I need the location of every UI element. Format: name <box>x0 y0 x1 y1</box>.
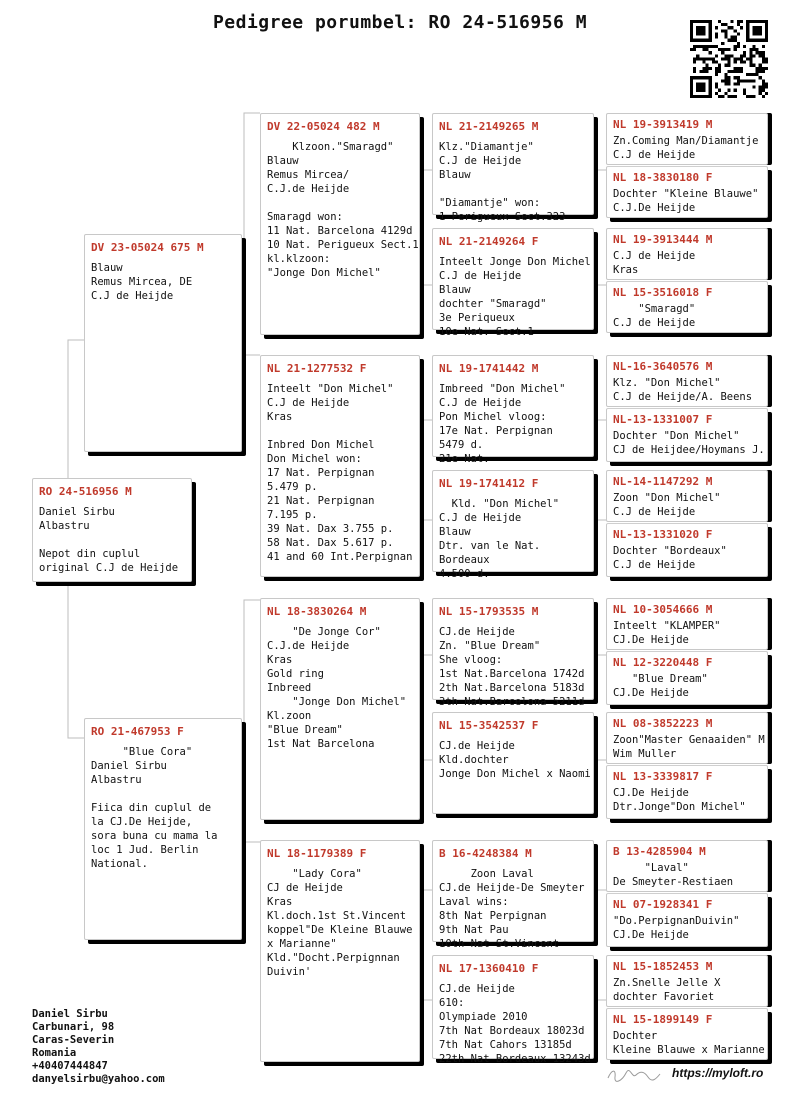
great-grandparent-card[interactable] <box>432 840 594 950</box>
pigeon-info: Daniel Sirbu Albastru Nepot din cuplul original C.J de Heijde <box>39 506 179 574</box>
ring-number: NL 19-1741412 F <box>439 477 539 490</box>
ancestor-box[interactable] <box>606 228 768 280</box>
great-grandparent-card[interactable] <box>432 113 594 223</box>
ring-number: NL 19-1741442 M <box>439 362 539 375</box>
ancestor-box[interactable] <box>606 408 768 462</box>
ancestor-box[interactable] <box>606 281 768 333</box>
ancestor-box[interactable] <box>606 955 768 1007</box>
ring-number: RO 21-467953 F <box>91 725 184 738</box>
pigeon-info: Dochter "Kleine Blauwe" C.J.De Heijde <box>613 188 759 214</box>
pigeon-info: Blauw Remus Mircea, DE C.J de Heijde <box>91 262 193 302</box>
great-grandparent-card[interactable] <box>432 355 594 465</box>
ring-number: NL 15-1852453 M <box>613 960 713 973</box>
ring-number: NL 18-1179389 F <box>267 847 367 860</box>
ring-number: NL 12-3220448 F <box>613 656 713 669</box>
pigeon-info: Zn.Snelle Jelle X dochter Favoriet <box>613 977 721 1003</box>
ring-number: NL-13-1331020 F <box>613 528 713 541</box>
ring-number: B 16-4248384 M <box>439 847 532 860</box>
website-link[interactable]: https://myloft.ro <box>672 1066 764 1080</box>
pigeon-info: C.J de Heijde Kras <box>613 250 696 276</box>
sire-card[interactable] <box>84 234 242 452</box>
ancestor-box[interactable] <box>606 598 768 650</box>
ancestor-box[interactable] <box>606 113 768 165</box>
pigeon-info: "Laval" De Smeyter-Restiaen <box>613 862 734 888</box>
great-grandparent-card[interactable] <box>432 470 594 580</box>
ring-number: NL 15-3516018 F <box>613 286 713 299</box>
ring-number: NL 07-1928341 F <box>613 898 713 911</box>
ring-number: NL 21-2149264 F <box>439 235 539 248</box>
ring-number: NL 15-1793535 M <box>439 605 539 618</box>
pigeon-info: CJ.De Heijde Dtr.Jonge"Don Michel" <box>613 787 746 813</box>
pigeon-info: Dochter Kleine Blauwe x Marianne <box>613 1030 765 1056</box>
ring-number: NL-13-1331007 F <box>613 413 713 426</box>
ring-number: NL 19-3913419 M <box>613 118 713 131</box>
ancestor-box[interactable] <box>606 893 768 947</box>
pigeon-info: Zn.Coming Man/Diamantje C.J de Heijde <box>613 135 759 161</box>
pigeon-info: Inteelt "Don Michel" C.J de Heijde Kras Inbred Don Michel Don Michel won: 17 Nat. Perpignan 5.479 p. 21 Nat. Perpignan 7.195 p. 39 Nat. Dax 3.755 p. 58 Nat. Dax 5.617 p. 41 and 60 Int.Perpignan <box>267 383 413 563</box>
pigeon-info: Klzoon."Smaragd" Blauw Remus Mircea/ C.J.de Heijde Smaragd won: 11 Nat. Barcelona 4129d 10 Nat. Perigueux Sect.1 kl.klzoon: "Jonge Don Michel" <box>267 141 419 279</box>
grandparent-card[interactable] <box>260 598 420 820</box>
dam-card[interactable] <box>84 718 242 940</box>
ancestor-box[interactable] <box>606 712 768 764</box>
ring-number: NL-16-3640576 M <box>613 360 713 373</box>
subject-card[interactable] <box>32 478 192 582</box>
ancestor-box[interactable] <box>606 1008 768 1060</box>
pigeon-info: "Do.PerpignanDuivin" CJ.De Heijde <box>613 915 740 941</box>
ring-number: NL-14-1147292 M <box>613 475 713 488</box>
pigeon-info: Dochter "Bordeaux" C.J de Heijde <box>613 545 727 571</box>
pigeon-info: Zoon Laval CJ.de Heijde-De Smeyter Laval wins: 8th Nat Perpignan 9th Nat Pau 10th Nat St.Vincent <box>439 868 585 950</box>
ring-number: NL 19-3913444 M <box>613 233 713 246</box>
ring-number: B 13-4285904 M <box>613 845 706 858</box>
ancestor-box[interactable] <box>606 470 768 522</box>
pigeon-info: "Smaragd" C.J de Heijde <box>613 303 696 329</box>
pigeon-info: Klz."Diamantje" C.J de Heijde Blauw "Diamantje" won: 1 Perigueux Sect.323 <box>439 141 566 223</box>
ancestor-box[interactable] <box>606 523 768 577</box>
pigeon-info: Inteelt Jonge Don Michel C.J de Heijde Blauw dochter "Smaragd" 3e Periqueux 10e Nat. Sect.1 <box>439 256 591 338</box>
owner-contact: Daniel Sirbu Carbunari, 98 Caras-Severin Romania +40407444847 danyelsirbu@yahoo.com <box>32 1008 165 1085</box>
ring-number: NL 13-3339817 F <box>613 770 713 783</box>
great-grandparent-card[interactable] <box>432 598 594 708</box>
pigeon-info: "Blue Cora" Daniel Sirbu Albastru Fiica din cuplul de la CJ.De Heijde, sora buna cu mama la loc 1 Jud. Berlin National. <box>91 746 218 870</box>
ring-number: NL 08-3852223 M <box>613 717 713 730</box>
ring-number: NL 15-3542537 F <box>439 719 539 732</box>
ring-number: DV 23-05024 675 M <box>91 241 204 254</box>
page-title: Pedigree porumbel: RO 24-516956 M <box>212 12 588 33</box>
ring-number: DV 22-05024 482 M <box>267 120 380 133</box>
pigeon-info: CJ.de Heijde Zn. "Blue Dream" She vloog: 1st Nat.Barcelona 1742d 2th Nat.Barcelona 5183d 3th Nat.Barcelona 5211d <box>439 626 585 708</box>
ring-number: NL 21-1277532 F <box>267 362 367 375</box>
pigeon-info: Kld. "Don Michel" C.J de Heijde Blauw Dtr. van le Nat. Bordeaux 4.500 d. <box>439 498 560 580</box>
ancestor-box[interactable] <box>606 840 768 892</box>
ring-number: NL 17-1360410 F <box>439 962 539 975</box>
ancestor-box[interactable] <box>606 765 768 819</box>
pigeon-info: CJ.de Heijde Kld.dochter Jonge Don Michel x Naomi <box>439 740 591 780</box>
ancestor-box[interactable] <box>606 166 768 218</box>
great-grandparent-card[interactable] <box>432 955 594 1065</box>
ring-number: NL 18-3830264 M <box>267 605 367 618</box>
grandparent-card[interactable] <box>260 840 420 1062</box>
pigeon-info: "Blue Dream" CJ.De Heijde <box>613 673 708 699</box>
ring-number: NL 10-3054666 M <box>613 603 713 616</box>
signature-icon <box>606 1067 662 1083</box>
pigeon-info: Zoon"Master Genaaiden" M Wim Muller <box>613 734 765 760</box>
grandparent-card[interactable] <box>260 355 420 577</box>
ancestor-box[interactable] <box>606 651 768 705</box>
ring-number: NL 18-3830180 F <box>613 171 713 184</box>
pigeon-info: Klz. "Don Michel" C.J de Heijde/A. Beens <box>613 377 753 403</box>
ancestor-box[interactable] <box>606 355 768 407</box>
great-grandparent-card[interactable] <box>432 228 594 338</box>
pigeon-info: Zoon "Don Michel" C.J de Heijde <box>613 492 721 518</box>
ring-number: NL 15-1899149 F <box>613 1013 713 1026</box>
great-grandparent-card[interactable] <box>432 712 594 814</box>
pigeon-info: Dochter "Don Michel" CJ de Heijdee/Hoymans J. <box>613 430 765 456</box>
grandparent-card[interactable] <box>260 113 420 335</box>
ring-number: RO 24-516956 M <box>39 485 132 498</box>
pigeon-info: CJ.de Heijde 610: Olympiade 2010 7th Nat Bordeaux 18023d 7th Nat Cahors 13185d 22th Nat Bordeaux 13243d <box>439 983 591 1065</box>
pigeon-info: Imbreed "Don Michel" C.J de Heijde Pon Michel vloog: 17e Nat. Perpignan 5479 d. 21e Nat. <box>439 383 566 465</box>
ring-number: NL 21-2149265 M <box>439 120 539 133</box>
pigeon-info: "De Jonge Cor" C.J.de Heijde Kras Gold ring Inbreed "Jonge Don Michel" Kl.zoon "Blue Dream" 1st Nat Barcelona <box>267 626 407 750</box>
pigeon-info: "Lady Cora" CJ de Heijde Kras Kl.doch.1st St.Vincent koppel"De Kleine Blauwe x Marianne" Kld."Docht.Perpignnan Duivin' <box>267 868 413 978</box>
pigeon-info: Inteelt "KLAMPER" CJ.De Heijde <box>613 620 721 646</box>
